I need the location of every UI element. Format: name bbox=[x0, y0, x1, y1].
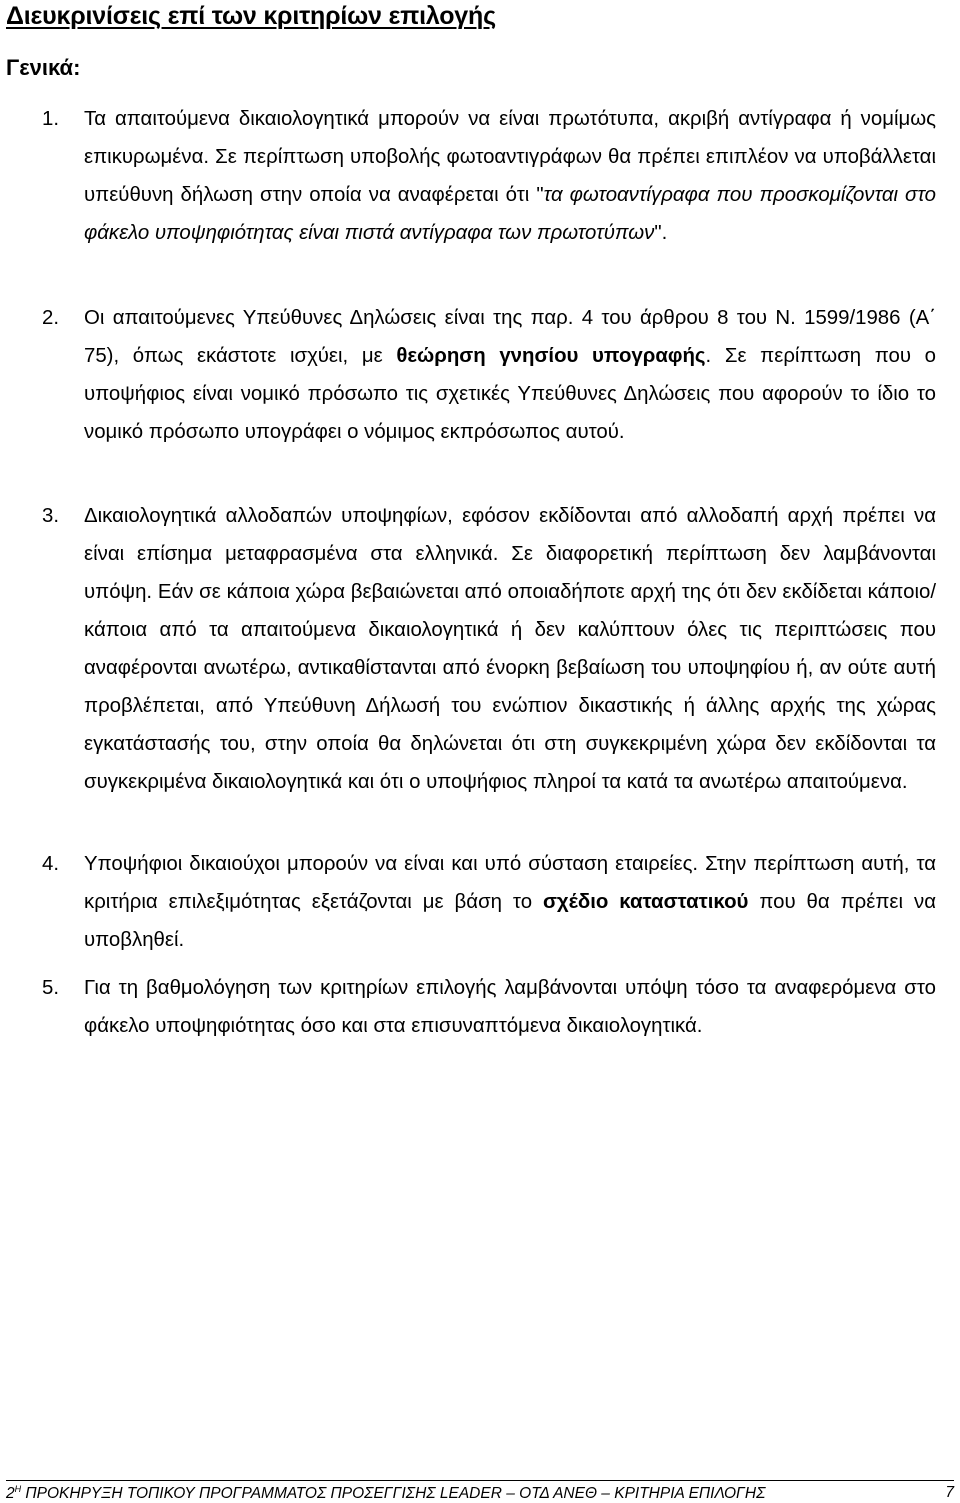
item-text: Δικαιολογητικά αλλοδαπών υποψηφίων, εφόσον εκδίδονται από αλλοδαπή αρχή πρέπει να είναι επίσημα μεταφρασμένα στα ελληνικά. Σε διαφορετική περίπτωση δεν λαμβάνονται υπόψη. Εάν σε κάποια χώρα βεβαιώνεται από οποιαδήποτε αρχή της ότι δεν εκδίδεται κάποιο/κάποια από τα απαιτούμενα δικαιολογητικά ή δεν καλύπτουν όλες τις περιπτώσεις που αναφέρονται ανωτέρω, αντικαθίστανται από ένορκη βεβαίωση του υποψηφίου ή, αν ούτε αυτή προβλέπεται, από Υπεύθυνη Δήλωσή του ενώπιον δικαστικής ή άλλης αρχής της χώρας εγκατάστασής του, στην οποία θα δηλώνεται ότι στη συγκεκριμένη χώρα δεν εκδίδονται τα συγκεκριμένα δικαιολογητικά και ότι ο υποψήφιος πληροί τα κατά τα ανωτέρω απαιτούμενα. bbox=[84, 505, 936, 793]
item-italic-quote: τα φωτοαντίγραφα που προσκομίζονται στο φάκελο υποψηφιότητας είναι πιστά αντίγραφα των πρωτοτύπων bbox=[84, 184, 936, 244]
page-number: 7 bbox=[945, 1484, 954, 1501]
list-item bbox=[42, 299, 936, 451]
item-number: 5. bbox=[42, 977, 60, 999]
item-text: Για τη βαθμολόγηση των κριτηρίων επιλογής λαμβάνονται υπόψη τόσο τα αναφερόμενα στο φάκελο υποψηφιότητας όσο και στα επισυναπτόμενα δικαιολογητικά. bbox=[84, 977, 936, 1037]
item-bold-emphasis: θεώρηση γνησίου υπογραφής bbox=[396, 345, 706, 367]
item-bold-emphasis: σχέδιο καταστατικού bbox=[542, 891, 749, 913]
item-number: 4. bbox=[42, 853, 60, 875]
footer-prefix: 2 bbox=[6, 1485, 15, 1503]
footer-superscript: Η bbox=[14, 1484, 22, 1494]
footer-divider bbox=[6, 1480, 954, 1481]
item-number: 3. bbox=[42, 505, 60, 527]
item-text-end: . Σε περίπτωση που ο υποψήφιος είναι νομικό πρόσωπο τις σχετικές Υπεύθυνες Δηλώσεις που αφορούν το ίδιο το νομικό πρόσωπο υπογράφει ο νόμιμος εκπρόσωπος αυτού. bbox=[84, 345, 936, 443]
item-number: 2. bbox=[42, 307, 60, 329]
list-item bbox=[42, 100, 936, 252]
item-number: 1. bbox=[42, 108, 60, 130]
list-item bbox=[42, 969, 936, 1045]
item-text: Υποψήφιοι δικαιούχοι μπορούν να είναι και υπό σύσταση εταιρείες. Στην περίπτωση αυτή, τα κριτήρια επιλεξιμότητας εξετάζονται με βάση το bbox=[84, 853, 936, 913]
footer-text: ΠΡΟΚΗΡΥΞΗ ΤΟΠΙΚΟΥ ΠΡΟΓΡΑΜΜΑΤΟΣ ΠΡΟΣΕΓΓΙΣΗΣ LEADER – ΟΤΔ ΑΝΕΘ – ΚΡΙΤΗΡΙΑ ΕΠΙΛΟΓΗΣ bbox=[21, 1485, 766, 1503]
page-footer bbox=[6, 1484, 954, 1503]
list-item bbox=[42, 497, 936, 801]
list-item bbox=[42, 845, 936, 959]
item-text-end: ". bbox=[654, 222, 668, 244]
page-title: Διευκρινίσεις επί των κριτηρίων επιλογής bbox=[6, 2, 496, 30]
item-text: Οι απαιτούμενες Υπεύθυνες Δηλώσεις είναι της παρ. 4 του άρθρου 8 του Ν. 1599/1986 (Α΄ 75), όπως εκάστοτε ισχύει, με bbox=[84, 307, 936, 367]
section-heading: Γενικά: bbox=[6, 55, 81, 80]
item-text: Τα απαιτούμενα δικαιολογητικά μπορούν να είναι πρωτότυπα, ακριβή αντίγραφα ή νομίμως επικυρωμένα. Σε περίπτωση υποβολής φωτοαντιγράφων θα πρέπει επιπλέον να υποβάλλεται υπεύθυνη δήλωση στην οποία να αναφέρεται ότι " bbox=[84, 108, 936, 206]
item-text-end: που θα πρέπει να υποβληθεί. bbox=[84, 891, 936, 951]
